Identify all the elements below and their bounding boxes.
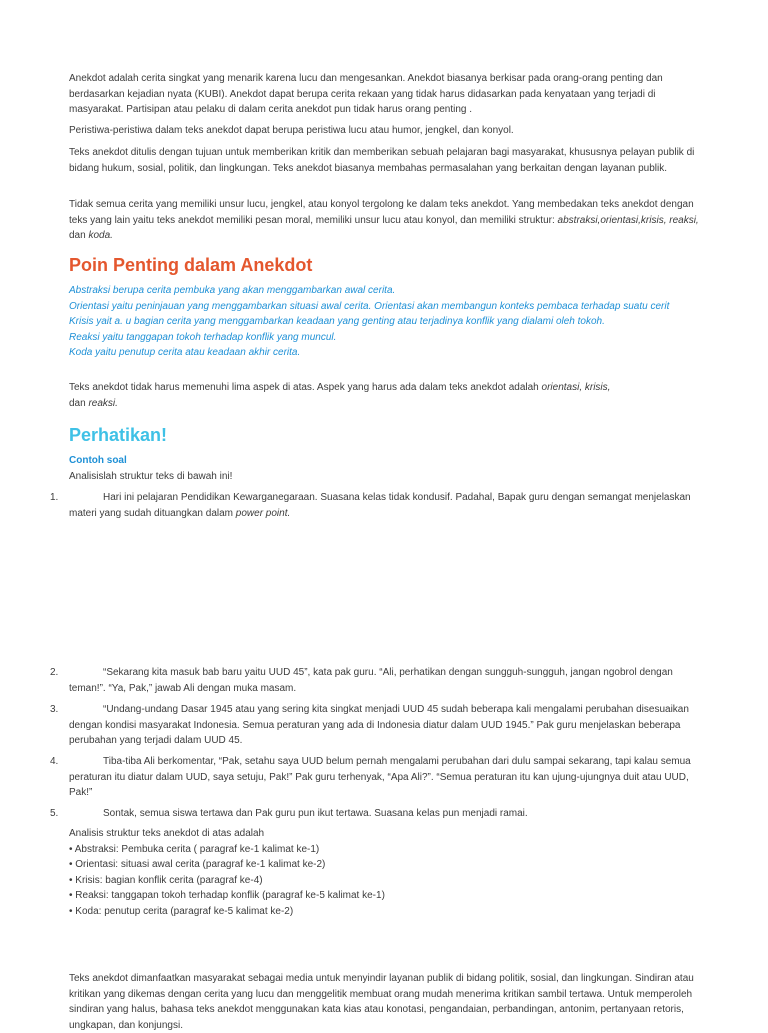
power-point-term: power point.	[235, 507, 291, 519]
aspect-note-text: Teks anekdot tidak harus memenuhi lima aspek di atas. Aspek yang harus ada dalam teks anekdot adalah	[69, 382, 542, 393]
intro-paragraph-1: Anekdot adalah cerita singkat yang menarik karena lucu dan mengesankan. Anekdot biasanya berkisar pada orang-orang penting dan berdasarkan kejadian nyata (KUBI). Anekdot dapat berupa cerita rekaan yang tidak harus didasarkan pada kenyataan yang terjadi di masyarakat. Partisipan atau pelaku di dalam cerita anekdot pun tidak harus orang penting .	[69, 73, 663, 116]
item-number: 4.	[50, 756, 59, 767]
item-number: 5.	[50, 808, 59, 819]
analysis-item: • Abstraksi: Pembuka cerita ( paragraf ke-1 kalimat ke-1)	[69, 843, 320, 855]
intro-paragraph-2: Peristiwa-peristiwa dalam teks anekdot dapat berupa peristiwa lucu atau humor, jengkel, dan konyol.	[69, 125, 514, 136]
story-paragraph-4	[69, 754, 701, 801]
story-paragraph-3-text: “Undang-undang Dasar 1945 atau yang sering kita singkat menjadi UUD 45 sudah beberapa kali mengalami perubahan disesuaikan dengan kondisi masyarakat Indonesia. Semua peraturan yang ada di Indonesia diatur dalam UUD 1945.” Pak guru menjelaskan beberapa perubahan yang terjadi dalam UUD 45.	[69, 704, 689, 747]
aspect-note	[69, 380, 701, 411]
intro-conjunction: dan	[69, 230, 89, 242]
aspect-terms: orientasi, krisis,	[541, 382, 611, 393]
story-paragraph-3	[69, 702, 701, 749]
structure-terms: abstraksi,orientasi,krisis, reaksi,	[557, 214, 699, 226]
story-paragraph-2-text: “Sekarang kita masuk bab baru yaitu UUD 45”, kata pak guru. “Ali, perhatikan dengan sungguh-sungguh, jangan ngobrol dengan teman!”. “Ya, Pak,” jawab Ali dengan muka masam.	[69, 667, 673, 694]
item-number: 3.	[50, 704, 59, 715]
story-paragraph-4-text: Tiba-tiba Ali berkomentar, “Pak, setahu saya UUD belum pernah mengalami perubahan dari dulu sampai sekarang, tapi kalau semua peraturan itu diatur dalam UUD, saya setuju, Pak!” Pak guru terhenyak, “Apa Ali?”. “Semua peraturan itu kan ujung-ujungnya duit atau UUD, Pak!”	[69, 756, 691, 799]
aspect-conjunction: dan	[69, 397, 89, 409]
key-point: Krisis yait a. u bagian cerita yang menggambarkan keadaan yang genting atau terjadinya konflik yang dialami oleh tokoh.	[69, 316, 605, 328]
key-points-list	[69, 283, 701, 361]
instruction-text: Analisislah struktur teks di bawah ini!	[69, 471, 233, 482]
analysis-item: • Orientasi: situasi awal cerita (paragraf ke-1 kalimat ke-2)	[69, 859, 326, 871]
story-paragraph-1	[69, 490, 701, 521]
analysis-title: Analisis struktur teks anekdot di atas adalah	[69, 828, 265, 839]
section-heading-perhatikan: Perhatikan!	[69, 425, 168, 445]
closing-paragraph: Teks anekdot dimanfaatkan masyarakat sebagai media untuk menyindir layanan publik di bidang politik, sosial, dan lingkungan. Sindiran atau kritikan yang dikemas dengan cerita yang lucu dan menggelitik membuat orang mudah menerima kritikan sambil tertawa. Untuk memperoleh sindiran yang halus, bahasa teks anekdot menggunakan kata kias atau konotasi, pengandaian, perbandingan, antonim, pertanyaan retoris, ungkapan, dan konjungsi.	[69, 973, 694, 1031]
intro-paragraph-3: Teks anekdot ditulis dengan tujuan untuk memberikan kritik dan memberikan sebuah pelajaran bagi masyarakat, khususnya pelayan publik di bidang hukum, sosial, politik, dan lingkungan. Teks anekdot biasanya membahas permasalahan yang berkaitan dengan layanan publik.	[69, 147, 695, 174]
key-point: Orientasi yaitu peninjauan yang menggambarkan situasi awal cerita. Orientasi akan membangun konteks pembaca terhadap suatu cerit	[69, 300, 670, 312]
story-paragraph-5-text: Sontak, semua siswa tertawa dan Pak guru pun ikut tertawa. Suasana kelas pun menjadi ramai.	[103, 808, 528, 819]
subheading-contoh-soal: Contoh soal	[69, 455, 127, 466]
intro-paragraph-4	[69, 197, 701, 244]
key-point: Koda yaitu penutup cerita atau keadaan akhir cerita.	[69, 347, 301, 359]
aspect-term-reaksi: reaksi.	[88, 397, 118, 409]
story-paragraph-2	[69, 665, 701, 696]
analysis-item: • Reaksi: tanggapan tokoh terhadap konflik (paragraf ke-5 kalimat ke-1)	[69, 890, 385, 902]
item-number: 1.	[50, 492, 59, 503]
intro-paragraph-4-text: Tidak semua cerita yang memiliki unsur lucu, jengkel, atau konyol tergolong ke dalam teks anekdot. Yang membedakan teks anekdot dengan teks yang lain yaitu teks anekdot memiliki pesan moral, memiliki unsur lucu atau konyol, dan memiliki struktur:	[69, 199, 694, 226]
story-paragraph-1-text: Hari ini pelajaran Pendidikan Kewarganegaraan. Suasana kelas tidak kondusif. Padahal, Bapak guru dengan semangat menjelaskan materi yang sudah dituangkan dalam	[69, 492, 691, 519]
story-paragraph-5	[69, 806, 701, 822]
analysis-item: • Koda: penutup cerita (paragraf ke-5 kalimat ke-2)	[69, 905, 294, 917]
key-point: Reaksi yaitu tanggapan tokoh terhadap konflik yang muncul.	[69, 331, 337, 343]
key-point: Abstraksi berupa cerita pembuka yang akan menggambarkan awal cerita.	[69, 285, 396, 296]
structure-term-koda: koda.	[88, 230, 113, 242]
section-heading-poin-penting: Poin Penting dalam Anekdot	[69, 255, 313, 275]
analysis-item: • Krisis: bagian konflik cerita (paragraf ke-4)	[69, 874, 263, 886]
analysis-block	[69, 826, 701, 920]
item-number: 2.	[50, 667, 59, 678]
